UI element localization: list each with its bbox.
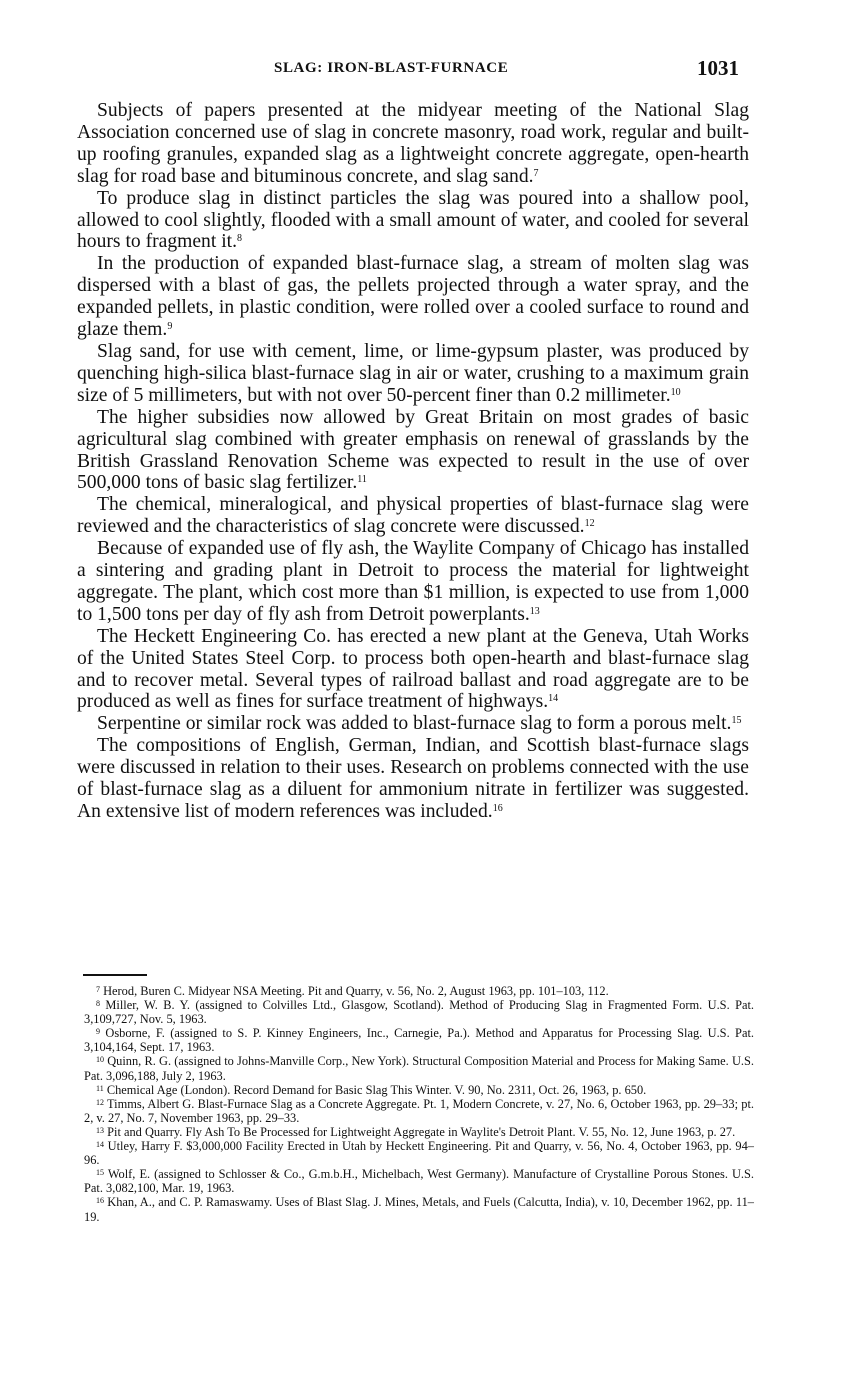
- footnote-ref: 10: [670, 386, 681, 398]
- paragraph: Serpentine or similar rock was added to blast-furnace slag to form a porous melt.$^{15}$: [97, 713, 742, 735]
- footnote: $^9$ Osborne, F. (assigned to S. P. Kinney Engineers, Inc., Carnegie, Pa.). Method and Apparatus for Processing Slag. U.S. Pat. 3,104,164, Sept. 17, 1963.: [84, 1026, 754, 1055]
- footnote-ref: 8: [236, 233, 242, 245]
- footnote: $^{16}$ Khan, A., and C. P. Ramaswamy. Uses of Blast Slag. J. Mines, Metals, and Fuels (Calcutta, India), v. 10, December 1962, pp. 11–19.: [84, 1195, 754, 1224]
- footnote-ref: 11: [357, 474, 367, 486]
- page-number: 1031: [697, 56, 739, 80]
- footnote: $^8$ Miller, W. B. Y. (assigned to Colvilles Ltd., Glasgow, Scotland). Method of Producing Slag in Fragmented Form. U.S. Pat. 3,109,727, Nov. 5, 1963.: [84, 998, 754, 1027]
- footnote: $^{11}$ Chemical Age (London). Record Demand for Basic Slag This Winter. V. 90, No. 2311, Oct. 26, 1963, p. 650.: [96, 1082, 647, 1097]
- paragraph: Slag sand, for use with cement, lime, or lime-gypsum plaster, was produced by quenching high-silica blast-furnace slag in air or water, crushing to a maximum grain size of 5 millimeters, but with not over 50-percent finer than 0.2 millimeter.$^{10}$: [77, 340, 749, 406]
- footnote-divider: [83, 974, 147, 976]
- paragraph: Because of expanded use of fly ash, the Waylite Company of Chicago has installed a sintering and grading plant in Detroit to process the material for lightweight aggregate. The plant, which cost more than $1 million, is expected to use from 1,000 to 1,500 tons per day of fly ash from Detroit powerplants.$^{13}$: [77, 538, 749, 625]
- paragraph: The compositions of English, German, Indian, and Scottish blast-furnace slags were discussed in relation to their uses. Research on problems connected with the use of blast-furnace slag as a diluent for ammonium nitrate in fertilizer was suggested. An extensive list of modern references was included.$^{16}$: [77, 735, 749, 822]
- footnote-ref: 16: [492, 803, 503, 814]
- footnote: $^{15}$ Wolf, E. (assigned to Schlosser & Co., G.m.b.H., Michelbach, West Germany). Manufacture of Crystalline Porous Stones. U.S. Pat. 3,082,100, Mar. 19, 1963.: [84, 1167, 754, 1196]
- body-text: [77, 100, 749, 823]
- footnote-ref: 13: [529, 605, 540, 617]
- footnote-ref: 9: [167, 321, 173, 333]
- paragraph: The Heckett Engineering Co. has erected a new plant at the Geneva, Utah Works of the United States Steel Corp. to process both open-hearth and blast-furnace slag and to recover metal. Several types of railroad ballast and road aggregate are to be produced as well as fines for surface treatment of highways.$^{14}$: [77, 625, 749, 713]
- footnote-ref: 12: [584, 518, 595, 530]
- footnote: $^{14}$ Utley, Harry F. $3,000,000 Facility Erected in Utah by Heckett Engineering. Pit and Quarry, v. 56, No. 4, October 1963, pp. 94–96.: [84, 1139, 755, 1168]
- footnote: $^{12}$ Timms, Albert G. Blast-Furnace Slag as a Concrete Aggregate. Pt. 1, Modern Concrete, v. 27, No. 6, October 1963, pp. 29–33; pt. 2, v. 27, No. 7, November 1963, pp. 29–33.: [84, 1096, 755, 1125]
- footnote: $^{10}$ Quinn, R. G. (assigned to Johns-Manville Corp., New York). Structural Composition Material and Process for Making Same. U.S. Pat. 3,096,188, July 2, 1963.: [84, 1054, 754, 1083]
- paragraph: Subjects of papers presented at the midyear meeting of the National Slag Association concerned use of slag in concrete masonry, road work, regular and built-up roofing granules, expanded slag as a lightweight concrete aggregate, open-hearth slag for road base and bituminous concrete, and slag sand.$^7$: [77, 100, 749, 187]
- running-head: SLAG: IRON-BLAST-FURNACE: [274, 60, 509, 76]
- footnote-ref: 7: [533, 167, 539, 179]
- paragraph: The higher subsidies now allowed by Great Britain on most grades of basic agricultural slag combined with greater emphasis on renewal of grasslands by the British Grassland Renovation Scheme was expected to result in the use of over 500,000 tons of basic slag fertilizer.$^{11}$: [77, 406, 749, 494]
- paragraph: To produce slag in distinct particles the slag was poured into a shallow pool, allowed to cool slightly, flooded with a small amount of water, and cooled for several hours to fragment it.$^8$: [77, 187, 749, 253]
- footnote: $^{13}$ Pit and Quarry. Fly Ash To Be Processed for Lightweight Aggregate in Waylite's Detroit Plant. V. 55, No. 12, June 1963, p. 27.: [96, 1124, 736, 1139]
- paragraph: The chemical, mineralogical, and physical properties of blast-furnace slag were reviewed and the characteristics of slag concrete were discussed.$^{12}$: [77, 494, 749, 538]
- footnote: $^7$ Herod, Buren C. Midyear NSA Meeting. Pit and Quarry, v. 56, No. 2, August 1963, pp. 101–103, 112.: [96, 984, 609, 998]
- footnote-ref: 14: [548, 693, 559, 705]
- paragraph: In the production of expanded blast-furnace slag, a stream of molten slag was dispersed with a blast of gas, the pellets projected through a water spray, and the expanded pellets, in plastic condition, were rolled over a cooled surface to round and glaze them.$^9$: [77, 253, 749, 341]
- footnote-ref: 15: [731, 715, 742, 727]
- footnotes: [84, 984, 754, 1224]
